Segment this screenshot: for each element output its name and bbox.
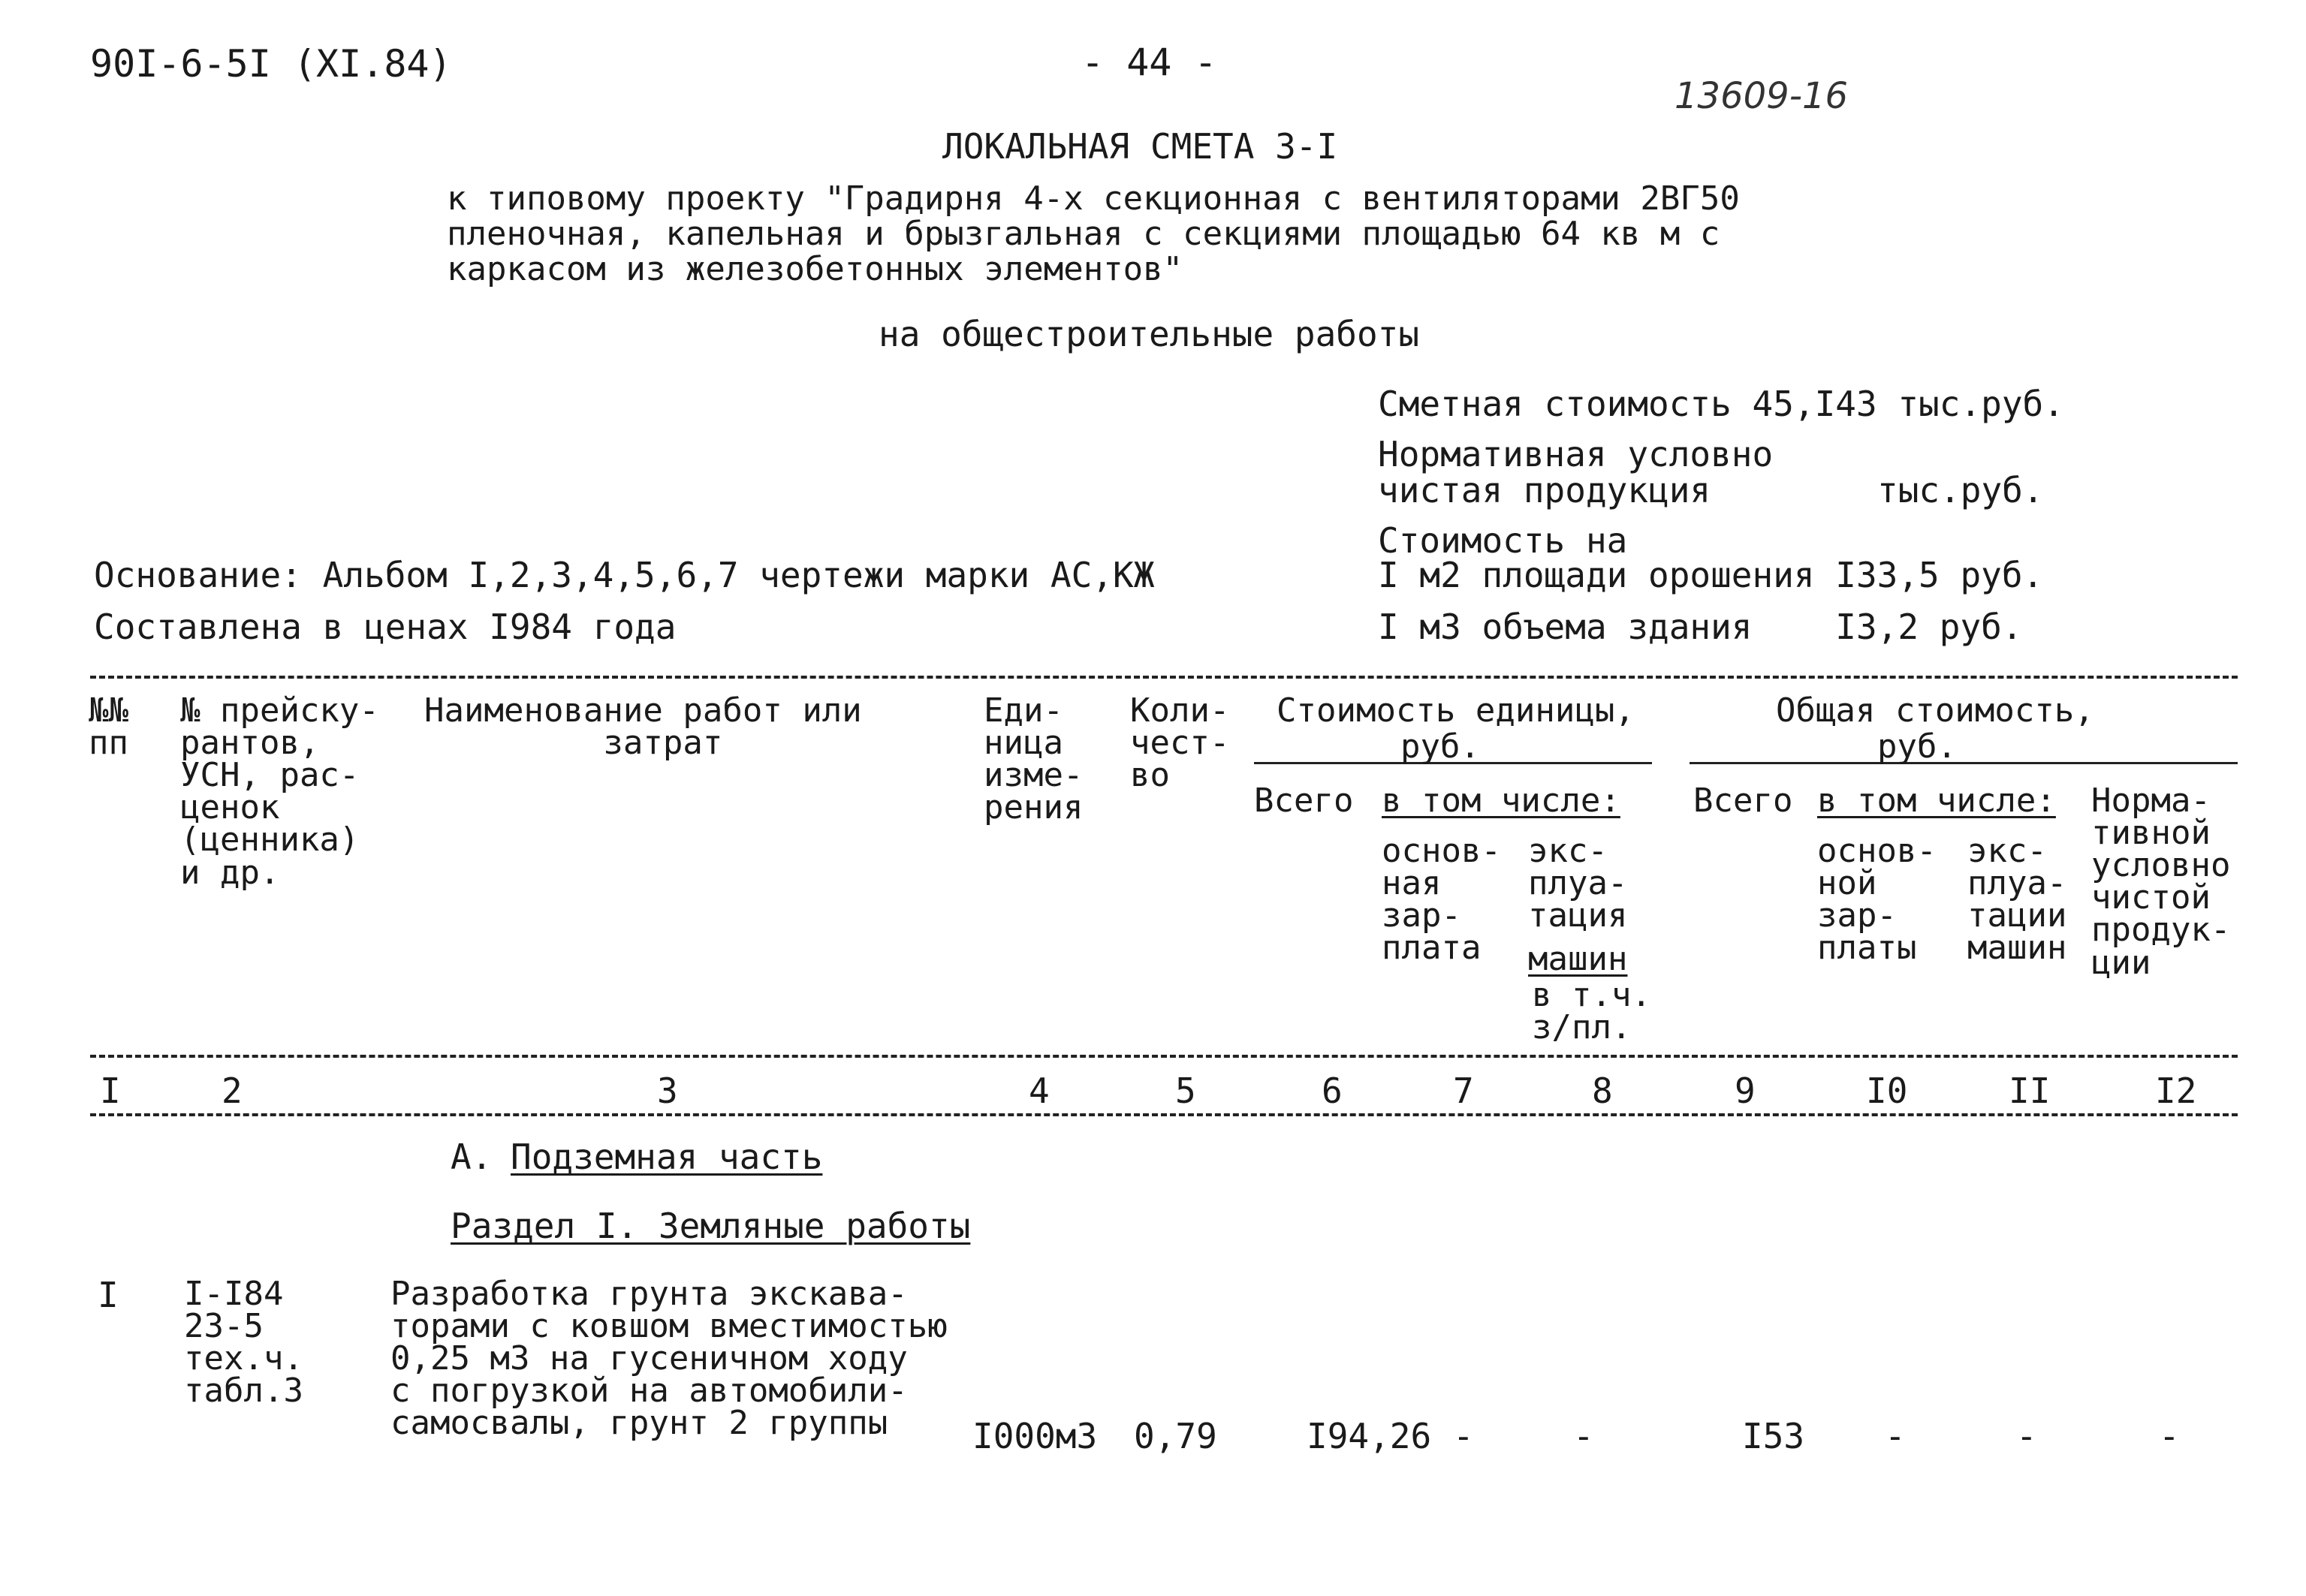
col-header-unit-total: Всего: [1254, 781, 1354, 820]
project-line-3: каркасом из железобетонных элементов": [447, 250, 1183, 288]
row-name: Разработка грунта экскава- торами с ковшом вместимостью 0,25 м3 на гусеничном ходу с погрузкой на автомобили- самосвалы, грунт 2 группы: [390, 1275, 948, 1443]
col-header-code: № прейску- рантов, УСН, рас- ценок (ценника) и др.: [180, 691, 379, 892]
col-header-total-cost-rub: руб.: [1877, 727, 1957, 766]
part-heading: Подземная часть: [511, 1137, 823, 1177]
col-number: 2: [222, 1071, 243, 1111]
col-header-total-basic-wage: основ- ной зар- платы: [1817, 832, 1937, 968]
col-header-unit-cost-rub: руб.: [1400, 727, 1480, 766]
document-code: 90I-6-5I (XI.84): [90, 42, 452, 86]
col-header-total-machine: экс- плуа- тации машин: [1967, 832, 2067, 968]
row-unit-total: I94,26: [1307, 1416, 1432, 1456]
row-number: I: [98, 1275, 119, 1315]
cost-per-label: Стоимость на: [1378, 520, 1628, 561]
col-header-unit-basic-wage: основ- ная зар- плата: [1382, 832, 1501, 968]
basis-line: Основание: Альбом I,2,3,4,5,6,7 чертежи марки АС,КЖ: [94, 555, 1155, 595]
handwritten-stamp: 13609-16: [1674, 75, 1849, 117]
row-unit-basic: -: [1453, 1416, 1474, 1456]
col-number: 5: [1175, 1071, 1196, 1111]
row-normative: -: [2159, 1416, 2180, 1456]
col-header-unit-machine-wage: в т.ч. з/пл.: [1532, 976, 1651, 1047]
row-total-basic: -: [1885, 1416, 1906, 1456]
col-header-number: №№ пп: [89, 691, 128, 763]
normative-unit: тыс.руб.: [1877, 470, 2044, 510]
project-line-2: пленочная, капельная и брызгальная с секциями площадью 64 кв м с: [447, 215, 1720, 253]
row-total: I53: [1742, 1416, 1805, 1456]
col-number: 9: [1735, 1071, 1756, 1111]
col-number: 3: [657, 1071, 678, 1111]
col-header-total-total: Всего: [1693, 781, 1793, 820]
work-scope: на общестроительные работы: [879, 314, 1420, 354]
header-top-rule: [90, 676, 2238, 679]
col-number: I0: [1866, 1071, 1908, 1111]
col-header-unit-machine-2: машин: [1528, 940, 1628, 978]
cost-per-m3: I м3 объема здания I3,2 руб.: [1378, 607, 2023, 647]
col-header-unit-machine: экс- плуа- тация: [1528, 832, 1628, 935]
col-header-unit-including: в том числе:: [1382, 781, 1620, 820]
col-header-total-cost: Общая стоимость,: [1776, 691, 2094, 730]
cost-per-m2: I м2 площади орошения I33,5 руб.: [1378, 555, 2044, 595]
col-header-quantity: Коли- чест- во: [1130, 691, 1230, 795]
price-level-line: Составлена в ценах I984 года: [94, 607, 677, 647]
row-quantity: 0,79: [1134, 1416, 1217, 1456]
page-number: - 44 -: [1081, 41, 1217, 84]
col-header-name: Наименование работ или затрат: [424, 691, 862, 763]
estimated-cost: Сметная стоимость 45,I43 тыс.руб.: [1378, 384, 2064, 424]
row-code: I-I84 23-5 тех.ч. табл.3: [184, 1275, 303, 1411]
col-number: I: [100, 1071, 121, 1111]
row-unit: I000м3: [972, 1416, 1098, 1456]
total-cost-rule: [1690, 762, 2238, 764]
col-header-unit: Еди- ница изме- рения: [984, 691, 1084, 827]
row-total-machine: -: [2016, 1416, 2037, 1456]
project-line-1: к типовому проекту "Градирня 4-х секционная с вентиляторами 2ВГ50: [447, 179, 1740, 218]
col-header-unit-cost: Стоимость единицы,: [1277, 691, 1635, 730]
col-header-total-including: в том числе:: [1817, 781, 2056, 820]
header-bottom-rule: [90, 1055, 2238, 1058]
col-number: 6: [1322, 1071, 1343, 1111]
column-numbers-rule: [90, 1113, 2238, 1116]
part-prefix: А.: [451, 1137, 493, 1177]
estimate-title: ЛОКАЛЬНАЯ СМЕТА 3-I: [942, 126, 1338, 167]
col-number: 8: [1592, 1071, 1613, 1111]
col-header-normative: Норма- тивной условно чистой продук- ции: [2091, 781, 2231, 982]
row-unit-machine: -: [1573, 1416, 1594, 1456]
col-number: I2: [2155, 1071, 2197, 1111]
normative-label-1: Нормативная условно: [1378, 434, 1774, 474]
col-number: II: [2009, 1071, 2051, 1111]
col-number: 7: [1453, 1071, 1474, 1111]
normative-label-2: чистая продукция: [1378, 470, 1711, 510]
section-heading: Раздел I. Земляные работы: [451, 1206, 971, 1246]
col-number: 4: [1029, 1071, 1050, 1111]
